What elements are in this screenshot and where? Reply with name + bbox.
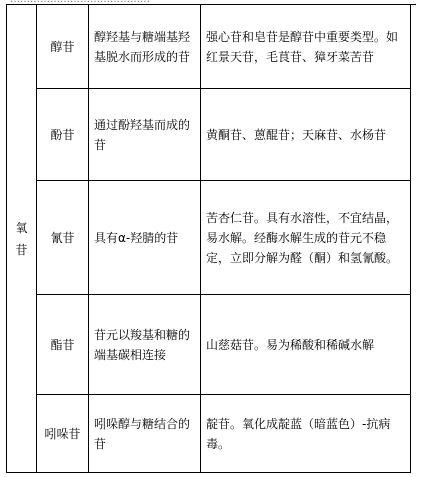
category-label: 氧苷: [15, 220, 28, 257]
subtype-name: 酚苷: [37, 89, 89, 181]
table-row: [7, 395, 411, 473]
subtype-definition: 通过酚羟基而成的苷: [89, 89, 201, 181]
subtype-examples: 黄酮苷、蒽醌苷；天麻苷、水杨苷: [201, 89, 411, 181]
subtype-definition: 苷元以羧基和糖的端基碳相连接: [89, 295, 201, 395]
subtype-examples: 苦杏仁苷。具有水溶性，不宜结晶，易水解。经酶水解生成的苷元不稳定，立即分解为醛（酮）和氢氰酸。: [201, 181, 411, 295]
subtype-name: 吲哚苷: [37, 395, 89, 473]
glycoside-classification-table: [6, 4, 411, 473]
category-cell: [7, 5, 37, 473]
subtype-examples: 强心苷和皂苷是醇苷中重要类型。如红景天苷，毛茛苷、獐牙菜苦苷: [201, 5, 411, 89]
subtype-examples: 山慈菇苷。易为稀酸和稀碱水解: [201, 295, 411, 395]
subtype-name: 酯苷: [37, 295, 89, 395]
subtype-examples: 靛苷。氧化成靛蓝（暗蓝色）-抗病毒。: [201, 395, 411, 473]
table-row: [7, 5, 411, 89]
subtype-definition: 吲哚醇与糖结合的苷: [89, 395, 201, 473]
subtype-definition: 具有α-羟腈的苷: [89, 181, 201, 295]
subtype-definition: 醇羟基与糖端基羟基脱水而形成的苷: [89, 5, 201, 89]
table-row: [7, 89, 411, 181]
table-row: [7, 295, 411, 395]
subtype-name: 氰苷: [37, 181, 89, 295]
subtype-name: 醇苷: [37, 5, 89, 89]
table-row: [7, 181, 411, 295]
